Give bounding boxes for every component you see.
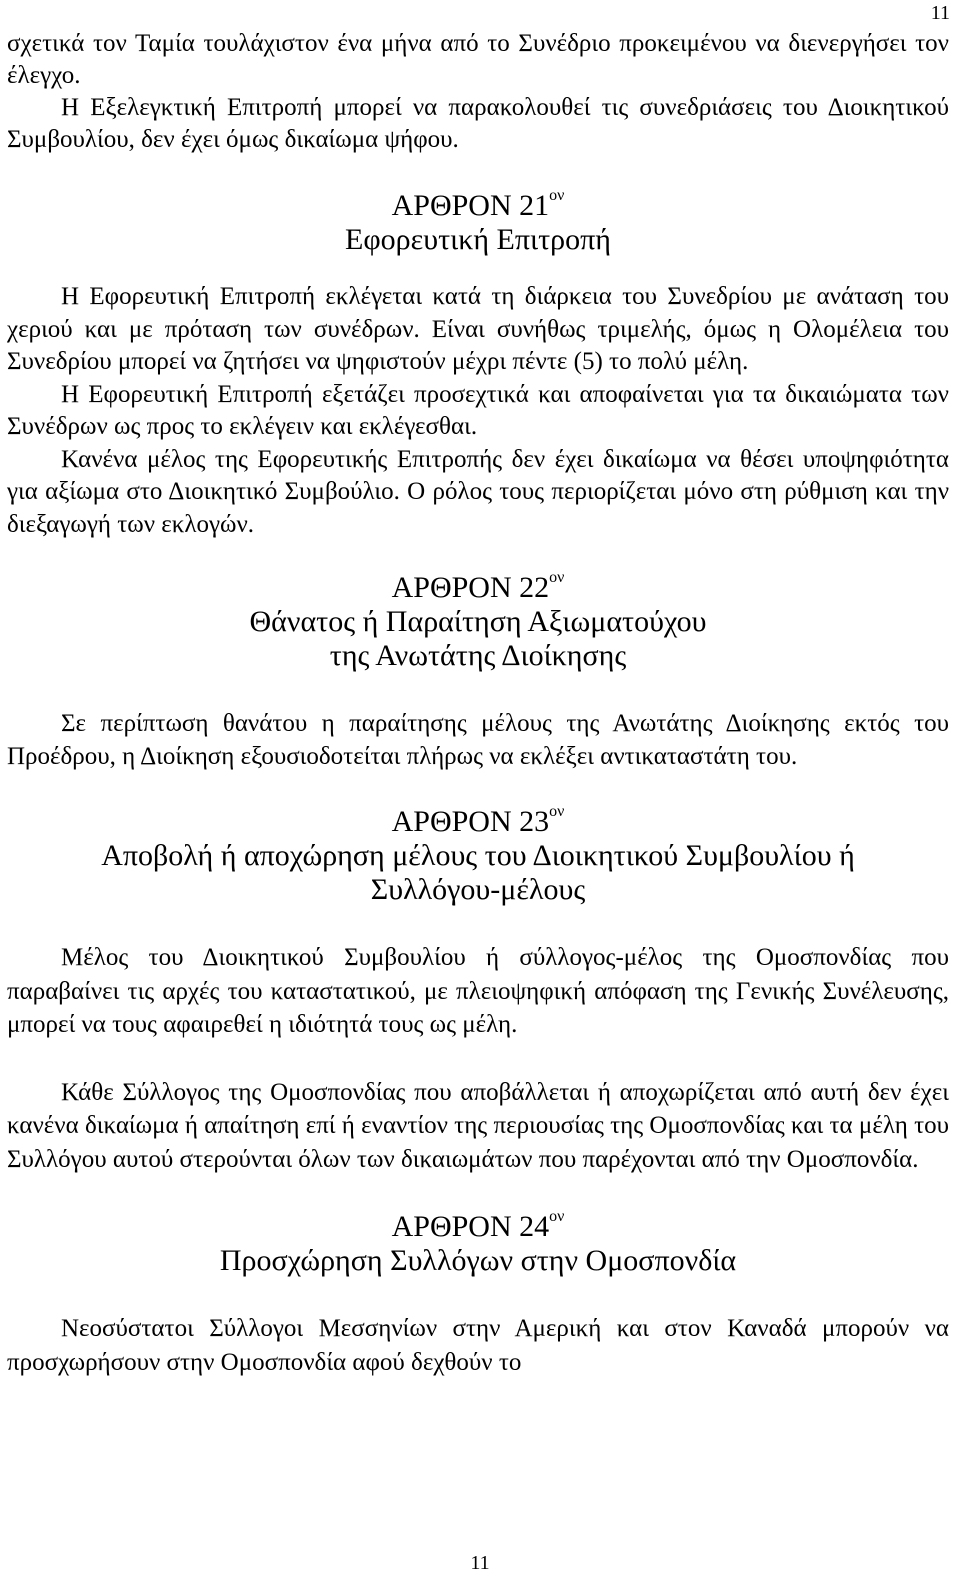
- article-22-heading-line-1: Θάνατος ή Παραίτηση Αξιωματούχου: [249, 605, 707, 638]
- intro-paragraph-2: Η Εξελεγκτική Επιτροπή μπορεί να παρακολουθεί τις συνεδριάσεις του Διοικητικού Συμβουλίου, δεν έχει όμως δικαίωμα ψήφου.: [7, 94, 949, 153]
- article-21-title: [7, 189, 949, 223]
- article-21-paragraph-2: Η Εφορευτική Επιτροπή εξετάζει προσεχτικά και αποφαίνεται για τα δικαιώματα των Συνέδρων ως προς το εκλέγειν και εκλέγεσθαι.: [7, 380, 949, 440]
- article-24-paragraph-1: Νεοσύστατοι Σύλλογοι Μεσσηνίων στην Αμερική και στον Καναδά μπορούν να προσχωρήσουν στην Ομοσπονδία αφού δεχθούν το: [7, 1315, 949, 1376]
- article-22-heading-line-2: της Ανωτάτης Διοίκησης: [329, 639, 627, 672]
- article-23-title: [7, 805, 949, 839]
- article-22-ordinal: ον: [549, 569, 565, 586]
- page-number-top: 11: [930, 2, 950, 24]
- article-23-label: ΑΡΘΡΟΝ 23: [391, 805, 550, 838]
- article-21-label: ΑΡΘΡΟΝ 21: [391, 189, 550, 222]
- article-24-heading: Προσχώρηση Συλλόγων στην Ομοσπονδία: [219, 1244, 737, 1277]
- page-number-bottom: 11: [470, 1552, 490, 1574]
- article-23-heading-line-1: Αποβολή ή αποχώρηση μέλους του Διοικητικού Συμβουλίου ή: [101, 839, 855, 872]
- article-21-paragraph-3: Κανένα μέλος της Εφορευτικής Επιτροπής δεν έχει δικαίωμα να θέσει υποψηφιότητα για αξίωμα στο Διοικητικό Συμβούλιο. Ο ρόλος τους περιορίζεται μόνο στη ρύθμιση και την διεξαγωγή των εκλογών.: [7, 445, 949, 538]
- article-23-paragraph-2: Κάθε Σύλλογος της Ομοσπονδίας που αποβάλλεται ή αποχωρίζεται από αυτή δεν έχει κανένα δικαίωμα ή απαίτηση επί ή εναντίον της περιουσίας της Ομοσπονδίας και τα μέλη του Συλλόγου αυτού στερούνται όλων των δικαιωμάτων που παρέχονται από την Ομοσπονδία.: [7, 1078, 949, 1173]
- article-22-paragraph-1: Σε περίπτωση θανάτου η παραίτησης μέλους της Ανωτάτης Διοίκησης εκτός του Προέδρου, η Διοίκηση εξουσιοδοτείται πλήρως να εκλέξει αντικαταστάτη του.: [7, 710, 949, 770]
- article-24-title: [7, 1210, 949, 1244]
- article-22-label: ΑΡΘΡΟΝ 22: [391, 571, 550, 604]
- article-23-heading-line-2: Συλλόγου-μέλους: [370, 873, 586, 906]
- article-22-title: [7, 571, 949, 605]
- article-21-paragraph-1: Η Εφορευτική Επιτροπή εκλέγεται κατά τη διάρκεια του Συνεδρίου με ανάταση του χεριού και με πρόταση των συνέδρων. Είναι συνήθως τριμελής, όμως η Ολομέλεια του Συνεδρίου μπορεί να ζητήσει να ψηφιστούν μέχρι πέντε (5) το πολύ μέλη.: [7, 283, 949, 375]
- article-23-ordinal: ον: [549, 803, 565, 820]
- article-24-ordinal: ον: [549, 1208, 565, 1225]
- article-21-ordinal: ον: [549, 187, 565, 204]
- intro-paragraph-1: σχετικά τον Ταμία τουλάχιστον ένα μήνα από το Συνέδριο προκειμένου να διενεργήσει τον έλεγχο.: [7, 30, 949, 89]
- article-23-paragraph-1: Μέλος του Διοικητικού Συμβουλίου ή σύλλογος-μέλος της Ομοσπονδίας που παραβαίνει τις αρχές του καταστατικού, με πλειοψηφική απόφαση της Γενικής Συνέλευσης, μπορεί να τους αφαιρεθεί η ιδιότητά τους ως μέλη.: [7, 944, 949, 1038]
- article-21-heading: Εφορευτική Επιτροπή: [345, 223, 611, 256]
- article-24-label: ΑΡΘΡΟΝ 24: [391, 1210, 550, 1243]
- document-body: [7, 28, 949, 1380]
